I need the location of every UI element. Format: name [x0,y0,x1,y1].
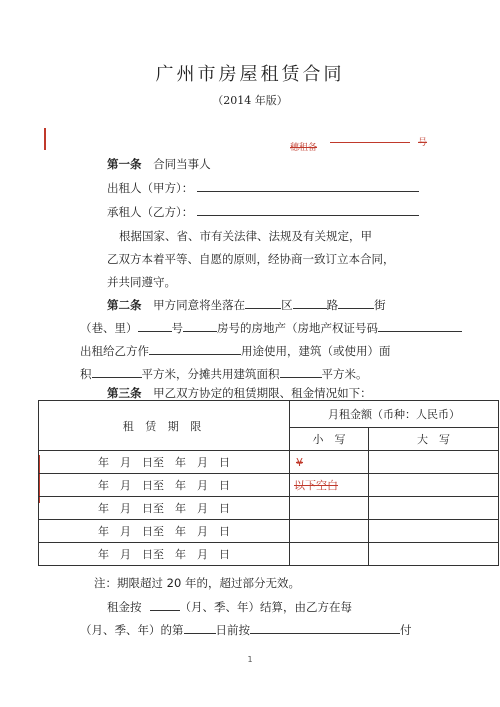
lessor-row [107,178,419,198]
table-row [39,451,499,474]
table-row [39,543,499,566]
lessor-label: 出租人（甲方）： [107,181,194,195]
big-amount-cell[interactable] [369,451,499,474]
article1-para-line1: 根据国家、省、市有关法律、法规及有关规定，甲 [119,229,372,243]
period-cell[interactable]: 年 月 日至 年 月 日 [39,520,290,543]
article2-text: 房号的房地产（房地产权证号码 [217,321,378,335]
small-amount-cell[interactable] [290,543,369,566]
article1-heading-row [107,154,211,174]
period-cell[interactable]: 年 月 日至 年 月 日 [39,497,290,520]
big-amount-cell[interactable] [369,520,499,543]
article2-heading: 第二条 [107,298,142,312]
small-amount-text: 以下空白 [294,479,338,492]
rent-table-header-row [39,401,499,428]
red-margin-mark [44,128,46,150]
article1-para-line2: 乙双方本着平等、自愿的原则，经协商一致订立本合同， [107,252,395,266]
big-amount-cell[interactable] [369,474,499,497]
big-amount-cell[interactable] [369,543,499,566]
lessee-row [107,202,419,222]
article2-text: 出租给乙方作 [80,344,149,358]
term-note: 注：期限超过 20 年的，超过部分无效。 [94,576,300,590]
page-number: 1 [247,655,253,664]
settlement-field[interactable] [150,597,180,611]
rent-amount-header: 月租金额（币种：人民币） [290,401,499,428]
period-cell[interactable]: 年 月 日至 年 月 日 [39,474,290,497]
table-row [39,474,499,497]
payment-text: 租金按 [107,600,142,614]
street-field[interactable] [338,295,374,309]
payment-line2 [80,620,412,640]
article2-text: 甲方同意将坐落在 [153,298,246,312]
number-field[interactable] [183,318,217,332]
article2-text: 平方米。 [321,367,368,381]
payment-text: （月、季、年）的第 [80,623,184,637]
lessee-field[interactable] [197,202,419,216]
article2-line4 [80,364,368,384]
article2-text: 平方米，分摊共用建筑面积 [141,367,280,381]
article2-text: 街 [374,298,386,312]
article2-text: （巷、里） [80,321,138,335]
article2-line1 [107,295,386,315]
road-field[interactable] [293,295,327,309]
document-version: （2014 年版） [212,94,288,107]
lessor-field[interactable] [197,178,419,192]
payment-text: （月、季、年）结算，由乙方在每 [179,600,352,614]
certificate-field[interactable] [378,318,462,332]
record-label: 穗租备 [290,143,318,153]
small-amount-cell[interactable] [290,474,369,497]
article2-text: 积 [80,367,92,381]
article2-text: 路 [326,298,339,312]
article2-text: 用途使用，建筑（或使用）面 [241,344,391,358]
document-title: 广州市房屋租赁合同 [155,64,345,85]
article1-heading: 第一条 [107,157,142,171]
article2-line3 [80,341,391,361]
table-row [39,497,499,520]
due-day-field[interactable] [184,620,216,634]
district-field[interactable] [245,295,281,309]
usage-field[interactable] [149,341,241,355]
period-header: 租 赁 期 限 [39,401,290,451]
rent-table [38,400,499,566]
small-amount-cell[interactable] [290,520,369,543]
big-header: 大 写 [369,428,499,451]
period-cell[interactable]: 年 月 日至 年 月 日 [39,451,290,474]
article3-heading: 第三条 [107,386,142,400]
article1-para-line3: 并共同遵守。 [107,275,176,289]
article2-text: 区 [281,298,293,312]
small-amount-cell[interactable] [290,497,369,520]
payment-method-field[interactable] [250,620,400,634]
payment-text: 付 [400,623,412,637]
big-amount-cell[interactable] [369,497,499,520]
small-amount-cell[interactable] [290,451,369,474]
area-field[interactable] [92,364,142,378]
article3-heading-text: 甲乙双方协定的租赁期限、租金情况如下： [153,386,372,400]
article2-line2 [80,318,462,338]
payment-line1 [107,597,352,617]
lane-field[interactable] [138,318,172,332]
payment-text: 日前按 [215,623,250,637]
article1-heading-text: 合同当事人 [153,157,211,171]
shared-area-field[interactable] [280,364,322,378]
table-row [39,520,499,543]
small-header: 小 写 [290,428,369,451]
record-suffix: 号 [418,138,428,148]
period-cell[interactable]: 年 月 日至 年 月 日 [39,543,290,566]
small-amount-text: ¥ [296,455,303,469]
record-number-line [290,135,430,154]
article2-text: 号 [171,321,183,335]
record-strike-line [330,142,410,143]
lessee-label: 承租人（乙方）： [107,205,194,219]
